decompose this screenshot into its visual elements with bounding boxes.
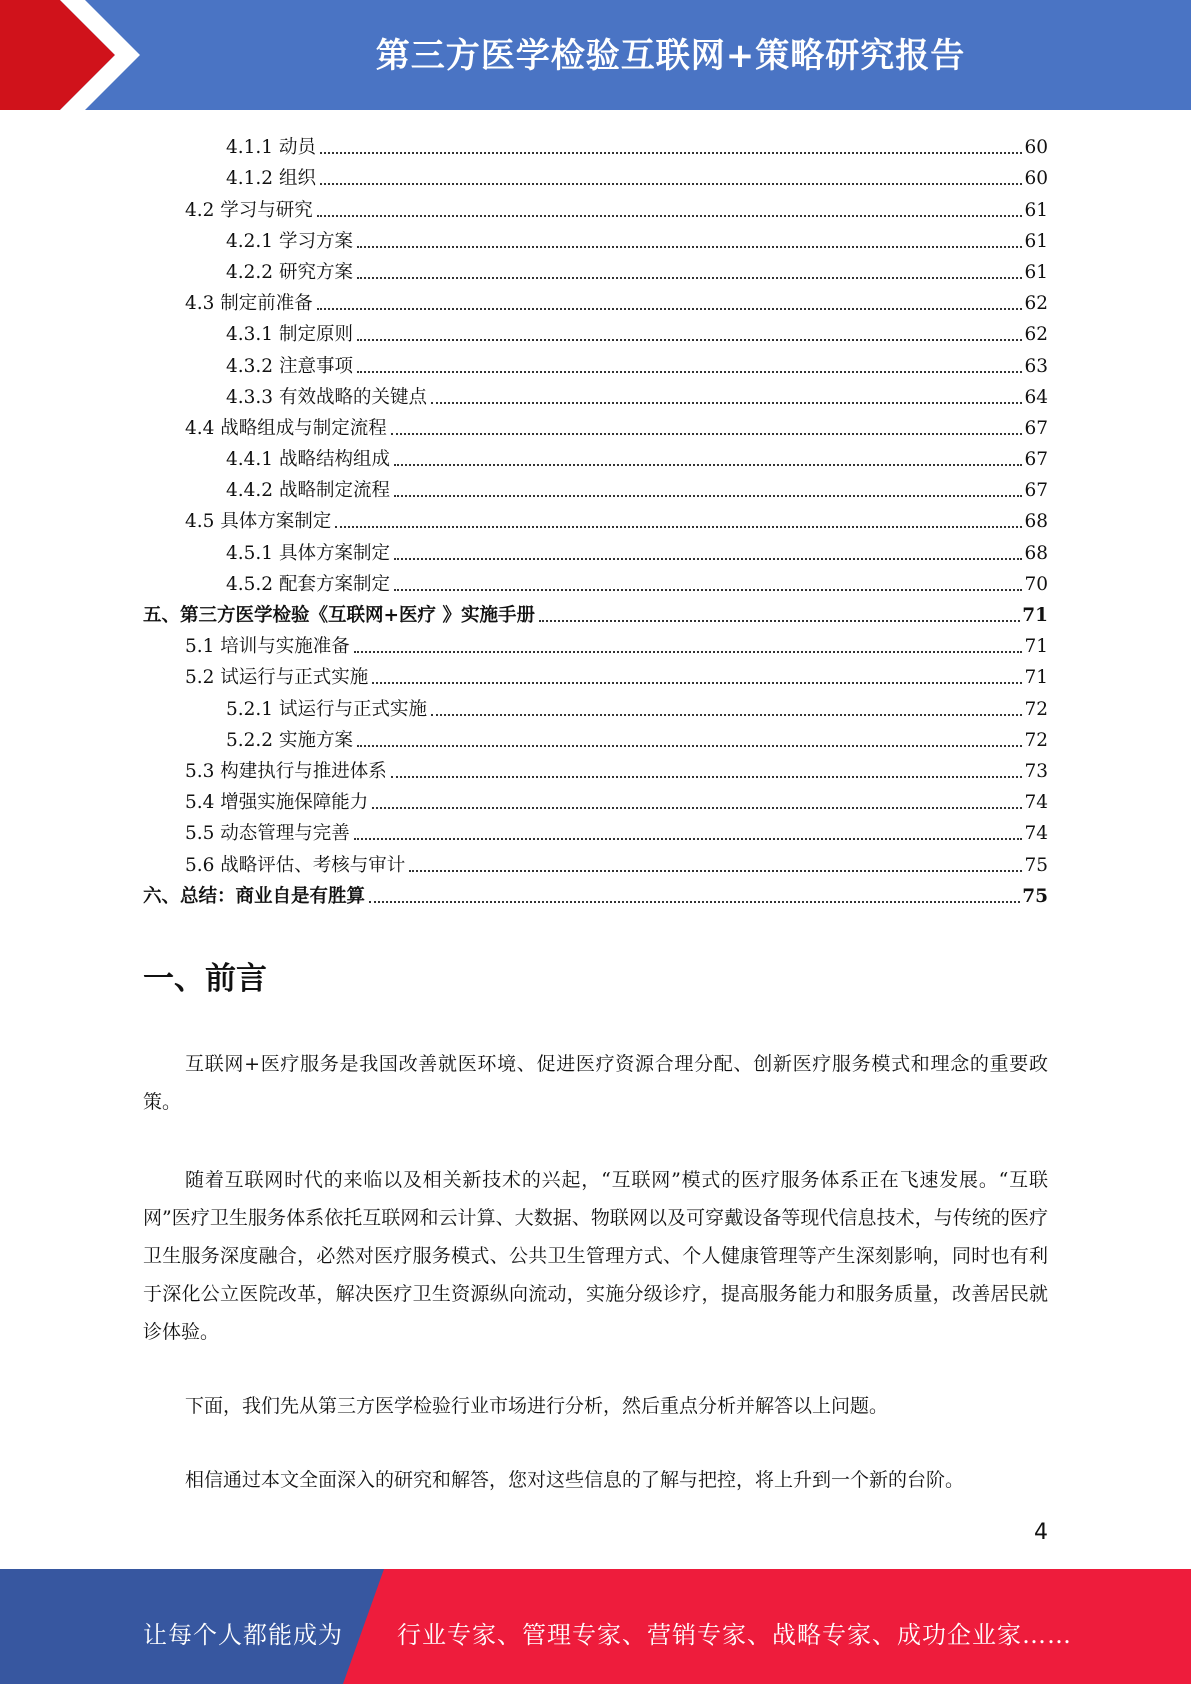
- toc-entry-title: 5.4 增强实施保障能力: [185, 792, 369, 814]
- toc-entry-page: 72: [1024, 698, 1048, 720]
- toc-leader-dots: [394, 589, 1022, 591]
- header-title: 第三方医学检验互联网+策略研究报告: [375, 36, 966, 76]
- toc-leader-dots: [357, 371, 1023, 373]
- toc-entry-page: 71: [1024, 636, 1048, 658]
- toc-entry[interactable]: [143, 533, 1048, 564]
- toc-entry[interactable]: [143, 845, 1048, 876]
- toc-entry-title: 4.1.1 动员: [226, 137, 316, 159]
- toc-entry-title: 六、总结：商业自是有胜算: [143, 885, 366, 907]
- header-arrow-decoration: [0, 0, 160, 110]
- section-heading: 一、前言: [143, 961, 267, 997]
- toc-entry[interactable]: [143, 721, 1048, 752]
- table-of-contents: [143, 128, 1048, 908]
- toc-entry-title: 4.3 制定前准备: [185, 293, 313, 315]
- toc-leader-dots: [320, 152, 1023, 154]
- toc-leader-dots: [354, 651, 1023, 653]
- toc-entry-page: 68: [1024, 511, 1048, 533]
- toc-entry-page: 73: [1024, 760, 1048, 782]
- toc-entry[interactable]: [143, 284, 1048, 315]
- toc-entry-title: 4.2.2 研究方案: [226, 261, 353, 283]
- toc-entry-page: 61: [1024, 230, 1048, 252]
- toc-entry-page: 74: [1024, 823, 1048, 845]
- toc-entry-title: 4.5.1 具体方案制定: [226, 542, 390, 564]
- toc-entry-title: 4.2 学习与研究: [185, 199, 313, 221]
- toc-entry-title: 5.6 战略评估、考核与审计: [185, 854, 406, 876]
- toc-leader-dots: [335, 526, 1022, 528]
- toc-entry[interactable]: [143, 471, 1048, 502]
- footer-slogan-right: 行业专家、管理专家、营销专家、战略专家、成功企业家……: [397, 1621, 1072, 1649]
- toc-entry-title: 4.5.2 配套方案制定: [226, 573, 390, 595]
- toc-entry-title: 5.2.1 试运行与正式实施: [226, 698, 427, 720]
- toc-leader-dots: [372, 807, 1022, 809]
- toc-leader-dots: [431, 714, 1022, 716]
- toc-entry-page: 61: [1024, 199, 1048, 221]
- toc-entry-title: 4.4.1 战略结构组成: [226, 449, 390, 471]
- paragraph-3: 下面，我们先从第三方医学检验行业市场进行分析，然后重点分析并解答以上问题。: [185, 1395, 889, 1417]
- toc-entry-page: 71: [1024, 667, 1048, 689]
- toc-entry-title: 5.5 动态管理与完善: [185, 823, 350, 845]
- toc-entry-page: 67: [1024, 417, 1048, 439]
- toc-leader-dots: [357, 339, 1023, 341]
- toc-entry[interactable]: [143, 565, 1048, 596]
- toc-leader-dots: [391, 433, 1023, 435]
- page-header: [0, 0, 1191, 110]
- toc-leader-dots: [369, 901, 1020, 903]
- toc-entry[interactable]: [143, 783, 1048, 814]
- toc-entry[interactable]: [143, 253, 1048, 284]
- toc-leader-dots: [431, 402, 1022, 404]
- toc-leader-dots: [539, 620, 1020, 622]
- page-footer: [0, 1569, 1191, 1684]
- toc-entry-page: 75: [1022, 885, 1048, 907]
- toc-leader-dots: [357, 277, 1023, 279]
- toc-entry[interactable]: [143, 752, 1048, 783]
- paragraph-1: 互联网+医疗服务是我国改善就医环境、促进医疗资源合理分配、创新医疗服务模式和理念的重要政策。: [143, 1053, 1048, 1113]
- toc-entry-page: 63: [1024, 355, 1048, 377]
- toc-entry[interactable]: [143, 627, 1048, 658]
- toc-leader-dots: [409, 870, 1022, 872]
- toc-entry[interactable]: [143, 877, 1048, 908]
- toc-entry-page: 72: [1024, 729, 1048, 751]
- toc-entry[interactable]: [143, 222, 1048, 253]
- toc-entry-title: 5.3 构建执行与推进体系: [185, 760, 387, 782]
- paragraph-2: 随着互联网时代的来临以及相关新技术的兴起，“互联网”模式的医疗服务体系正在飞速发展。“互联网”医疗卫生服务体系依托互联网和云计算、大数据、物联网以及可穿戴设备等现代信息技术，与传统的医疗卫生服务深度融合，必然对医疗服务模式、公共卫生管理方式、个人健康管理等产生深刻影响，同时也有利于深化公立医院改革，解决医疗卫生资源纵向流动，实施分级诊疗，提高服务能力和服务质量，改善居民就诊体验。: [143, 1169, 1048, 1343]
- toc-leader-dots: [372, 682, 1022, 684]
- toc-leader-dots: [357, 745, 1023, 747]
- toc-leader-dots: [357, 246, 1023, 248]
- toc-entry-page: 70: [1024, 573, 1048, 595]
- toc-entry[interactable]: [143, 346, 1048, 377]
- toc-entry-title: 4.3.3 有效战略的关键点: [226, 386, 427, 408]
- toc-entry-page: 68: [1024, 542, 1048, 564]
- toc-entry[interactable]: [143, 596, 1048, 627]
- toc-entry[interactable]: [143, 159, 1048, 190]
- toc-entry-title: 4.4 战略组成与制定流程: [185, 417, 387, 439]
- paragraph-4: 相信通过本文全面深入的研究和解答，您对这些信息的了解与把控，将上升到一个新的台阶。: [185, 1469, 965, 1491]
- toc-entry-title: 五、第三方医学检验《互联网+医疗 》实施手册: [143, 605, 535, 626]
- toc-entry[interactable]: [143, 409, 1048, 440]
- toc-leader-dots: [320, 183, 1023, 185]
- toc-leader-dots: [317, 215, 1023, 217]
- toc-entry-page: 71: [1022, 605, 1048, 626]
- toc-entry-title: 4.1.2 组织: [226, 168, 316, 190]
- toc-entry-page: 67: [1024, 449, 1048, 471]
- toc-entry-title: 4.3.2 注意事项: [226, 355, 353, 377]
- toc-entry-title: 4.3.1 制定原则: [226, 324, 353, 346]
- toc-entry-title: 5.2.2 实施方案: [226, 729, 353, 751]
- toc-entry[interactable]: [143, 440, 1048, 471]
- toc-entry[interactable]: [143, 190, 1048, 221]
- toc-entry-page: 64: [1024, 386, 1048, 408]
- footer-slogan-left: 让每个人都能成为: [143, 1621, 343, 1649]
- toc-entry[interactable]: [143, 128, 1048, 159]
- toc-entry-page: 61: [1024, 261, 1048, 283]
- toc-entry[interactable]: [143, 814, 1048, 845]
- toc-entry-title: 4.4.2 战略制定流程: [226, 480, 390, 502]
- toc-entry[interactable]: [143, 378, 1048, 409]
- toc-entry-page: 67: [1024, 480, 1048, 502]
- toc-leader-dots: [317, 308, 1023, 310]
- toc-entry-title: 4.2.1 学习方案: [226, 230, 353, 252]
- toc-entry-title: 4.5 具体方案制定: [185, 511, 332, 533]
- toc-entry-title: 5.1 培训与实施准备: [185, 636, 350, 658]
- toc-entry-title: 5.2 试运行与正式实施: [185, 667, 369, 689]
- toc-entry-page: 60: [1024, 137, 1048, 159]
- toc-leader-dots: [394, 558, 1022, 560]
- toc-leader-dots: [394, 495, 1022, 497]
- toc-entry[interactable]: [143, 658, 1048, 689]
- toc-entry[interactable]: [143, 315, 1048, 346]
- toc-entry-page: 62: [1024, 293, 1048, 315]
- toc-entry-page: 60: [1024, 168, 1048, 190]
- toc-entry[interactable]: [143, 502, 1048, 533]
- toc-leader-dots: [391, 776, 1023, 778]
- toc-leader-dots: [394, 464, 1022, 466]
- toc-leader-dots: [354, 838, 1023, 840]
- page-number: 4: [1034, 1520, 1048, 1545]
- toc-entry-page: 74: [1024, 792, 1048, 814]
- toc-entry-page: 62: [1024, 324, 1048, 346]
- toc-entry[interactable]: [143, 689, 1048, 720]
- toc-entry-page: 75: [1024, 854, 1048, 876]
